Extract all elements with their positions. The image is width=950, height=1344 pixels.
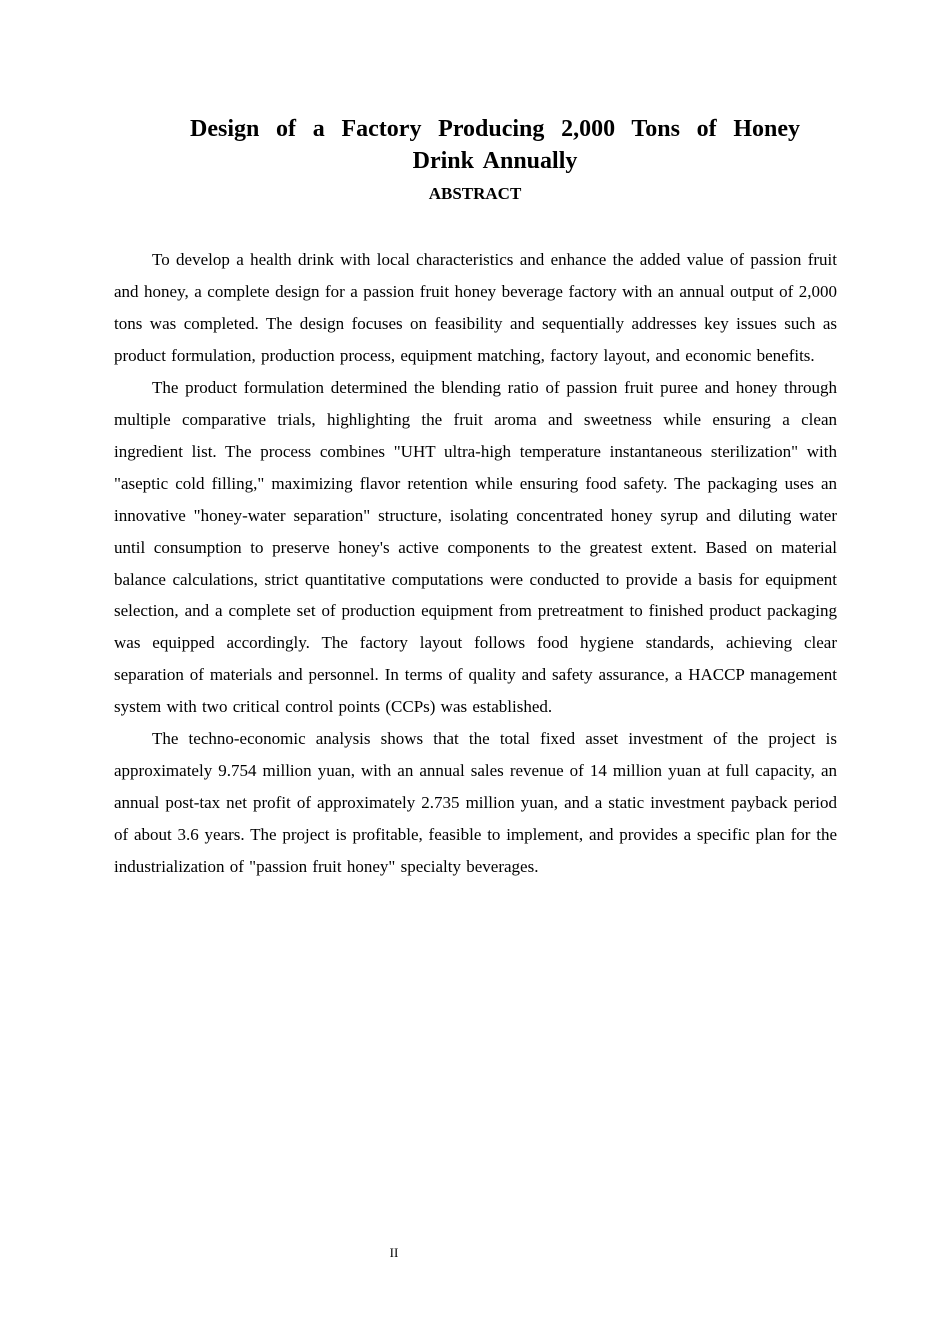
paper-title-line-1: Design of a Factory Producing 2,000 Tons of Honey [190,116,800,142]
abstract-paragraph-1: To develop a health drink with local characteristics and enhance the added value of passion fruit and honey, a complete design for a passion fruit honey beverage factory with an annual output of 2,000 tons was completed. The design focuses on feasibility and sequentially addresses key issues such as product formulation, production process, equipment matching, factory layout, and economic benefits. [114,250,837,365]
abstract-body [114,244,837,883]
abstract-paragraph-2: The product formulation determined the blending ratio of passion fruit puree and honey through multiple comparative trials, highlighting the fruit aroma and sweetness while ensuring a clean ingredient list. The process combines "UHT ultra-high temperature instantaneous sterilization" with "aseptic cold filling," maximizing flavor retention while ensuring food safety. The packaging uses an innovative "honey-water separation" structure, isolating concentrated honey syrup and diluting water until consumption to preserve honey's active components to the greatest extent. Based on material balance calculations, strict quantitative computations were conducted to provide a basis for equipment selection, and a complete set of production equipment from pretreatment to finished product packaging was equipped accordingly. The factory layout follows food hygiene standards, achieving clear separation of materials and personnel. In terms of quality and safety assurance, a HACCP management system with two critical control points (CCPs) was established. [114,377,837,717]
paper-title-line-2: Drink Annually [412,148,578,174]
abstract-heading: ABSTRACT [428,184,522,203]
abstract-paragraph-3: The techno-economic analysis shows that the total fixed asset investment of the project is approximately 9.754 million yuan, with an annual sales revenue of 14 million yuan at full capacity, an annual post-tax net profit of approximately 2.735 million yuan, and a static investment payback period of about 3.6 years. The project is profitable, feasible to implement, and provides a specific plan for the industrialization of "passion fruit honey" specialty beverages. [114,729,837,877]
paper-title [180,113,810,177]
page-number: II [389,1245,399,1260]
